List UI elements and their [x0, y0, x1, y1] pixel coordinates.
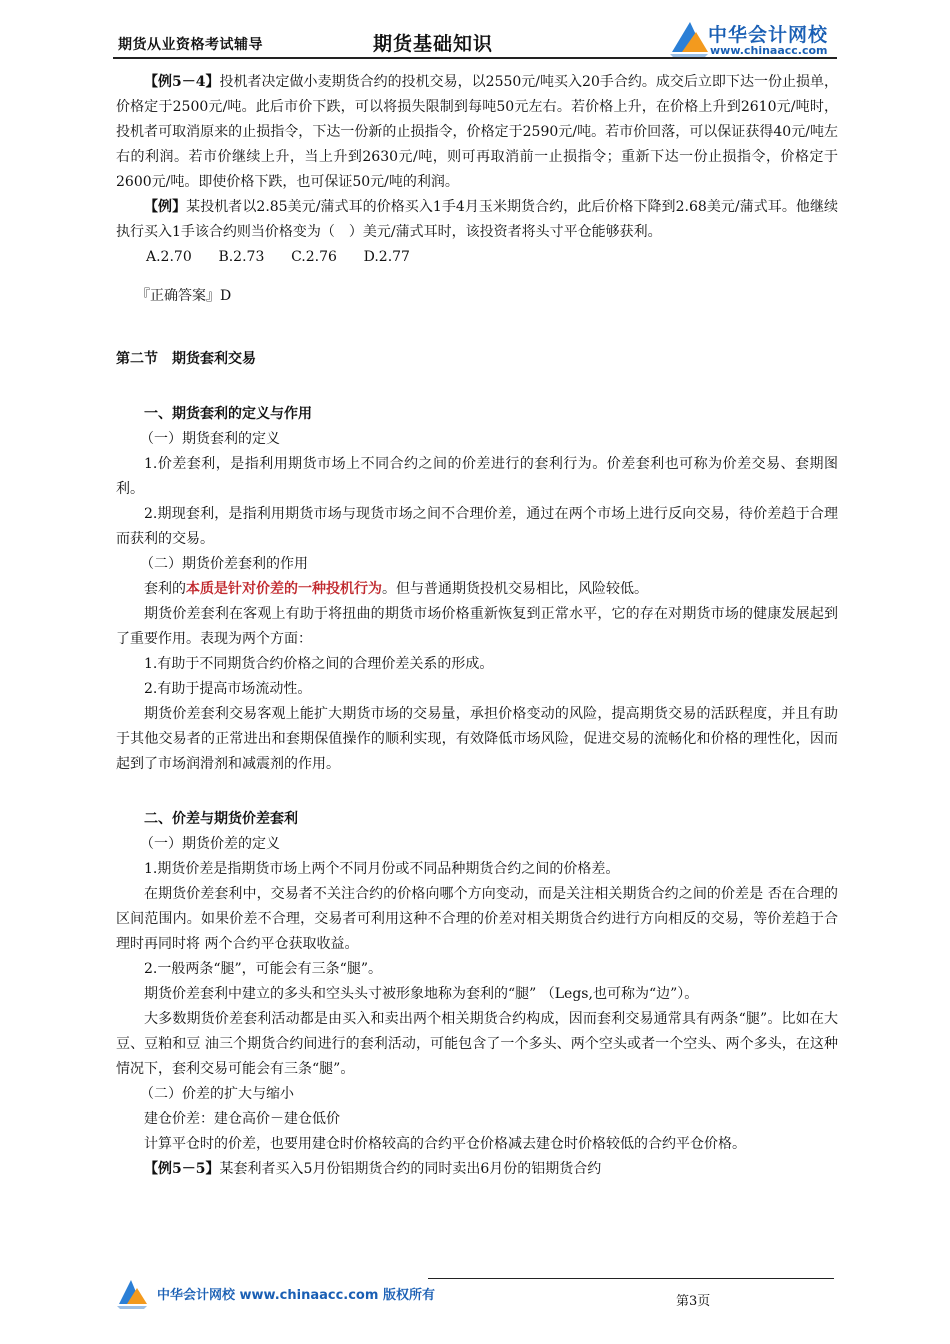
paragraph: 建仓价差：建仓高价－建仓低价 [144, 1111, 340, 1127]
header-series-label: 期货从业资格考试辅导 [118, 37, 263, 53]
answer-options [116, 245, 838, 270]
example-question [116, 195, 838, 245]
paragraph: 期货价差套利中建立的多头和空头头寸被形象地称为套利的“腿” （Legs,也可称为“边”）。 [144, 986, 699, 1002]
paragraph: 大多数期货价差套利活动都是由买入和卖出两个相关期货合约构成，因而套利交易通常具有两条“腿”。比如在大豆、豆粕和豆 油三个期货合约间进行的套利活动，可能包含了一个多头、两个空头或者一个空头、两个多头，在这种情况下，套利交易可能会有三条“腿”。 [116, 1011, 838, 1077]
paragraph: 期货价差套利交易客观上能扩大期货市场的交易量，承担价格变动的风险，提高期货交易的活跃程度，并且有助于其他交易者的正常进出和套期保值操作的顺利实现，有效降低市场风险，促进交易的流畅化和价格的理性化，因而起到了市场润滑剂和减震剂的作用。 [116, 706, 838, 772]
logo-name: 中华会计网校 [708, 24, 829, 46]
correct-answer: 『正确答案』D [136, 288, 232, 304]
part1-subheading-2: （二）期货价差套利的作用 [140, 556, 308, 572]
footer-divider [428, 1278, 834, 1279]
option-a: A.2.70 [146, 249, 192, 265]
paragraph-essence [116, 577, 838, 602]
section-title: 第二节 期货套利交易 [116, 351, 256, 367]
part2-heading: 二、价差与期货价差套利 [144, 811, 298, 827]
example-tag: 【例】 [144, 199, 187, 215]
paragraph: 2.一般两条“腿”，可能会有三条“腿”。 [144, 961, 382, 977]
part1-subheading-1: （一）期货套利的定义 [140, 431, 280, 447]
example-text: 某套利者买入5月份铝期货合约的同时卖出6月份的铝期货合约 [219, 1161, 602, 1177]
footer-copyright: 中华会计网校 www.chinaacc.com 版权所有 [157, 1288, 435, 1303]
paragraph: 1.价差套利，是指利用期货市场上不同合约之间的价差进行的套利行为。价差套利也可称为价差交易、套期图利。 [116, 456, 838, 497]
highlight-text: 本质是针对价差的一种投机行为 [186, 581, 382, 597]
example-text: 投机者决定做小麦期货合约的投机交易，以2550元/吨买入20手合约。成交后立即下达一份止损单，价格定于2500元/吨。此后市价下跌，可以将损失限制到每吨50元左右。若价格上升，在价格上升到2610元/吨时，投机者可取消原来的止损指令，下达一份新的止损指令，价格定于2590元/吨。若市价回落，可以保证获得40元/吨左右的利润。若市价继续上升，当上升到2630元/吨，则可再取消前一止损指令；重新下达一份止损指令，价格定于2600元/吨。即使价格下跌，也可保证50元/吨的利润。 [116, 74, 838, 190]
paragraph: 2.期现套利，是指利用期货市场与现货市场之间不合理价差，通过在两个市场上进行反向交易，待价差趋于合理而获利的交易。 [116, 506, 838, 547]
paragraph: 1.有助于不同期货合约价格之间的合理价差关系的形成。 [144, 656, 494, 672]
option-d: D.2.77 [363, 249, 410, 265]
header-divider [113, 57, 837, 59]
part2-subheading-2: （二）价差的扩大与缩小 [140, 1086, 294, 1102]
example-tag: 【例5－5】 [144, 1161, 220, 1177]
text-span: 。但与普通期货投机交易相比，风险较低。 [382, 581, 648, 597]
paragraph: 在期货价差套利中，交易者不关注合约的价格向哪个方向变动，而是关注相关期货合约之间的价差是 否在合理的区间范围内。如果价差不合理，交易者可利用这种不合理的价差对相关期货合约进行方向相反的交易，等价差趋于合理时再同时将 两个合约平仓获取收益。 [116, 886, 838, 952]
paragraph: 计算平仓时的价差，也要用建仓时价格较高的合约平仓价格减去建仓时价格较低的合约平仓价格。 [144, 1136, 746, 1152]
page-content [116, 70, 838, 1182]
paragraph: 1.期货价差是指期货市场上两个不同月份或不同品种期货合约之间的价格差。 [144, 861, 620, 877]
example-tag: 【例5－4】 [144, 74, 220, 90]
footer-logo-icon [117, 1276, 153, 1310]
option-b: B.2.73 [218, 249, 265, 265]
paragraph: 2.有助于提高市场流动性。 [144, 681, 312, 697]
page-number: 第3页 [676, 1294, 711, 1309]
logo-url: www.chinaacc.com [710, 44, 828, 57]
header-title: 期货基础知识 [373, 33, 494, 55]
example-5-5 [116, 1157, 838, 1182]
question-text: 某投机者以2.85美元/蒲式耳的价格买入1手4月玉米期货合约，此后价格下降到2.68美元/蒲式耳。他继续执行买入1手该合约则当价格变为（ ）美元/蒲式耳时，该投资者将头寸平仓能够获利。 [116, 199, 839, 240]
option-c: C.2.76 [291, 249, 337, 265]
text-span: 套利的 [144, 581, 186, 597]
part1-heading: 一、期货套利的定义与作用 [144, 406, 312, 422]
part2-subheading-1: （一）期货价差的定义 [140, 836, 280, 852]
paragraph: 期货价差套利在客观上有助于将扭曲的期货市场价格重新恢复到正常水平，它的存在对期货市场的健康发展起到了重要作用。表现为两个方面： [116, 606, 838, 647]
example-5-4 [116, 70, 838, 195]
